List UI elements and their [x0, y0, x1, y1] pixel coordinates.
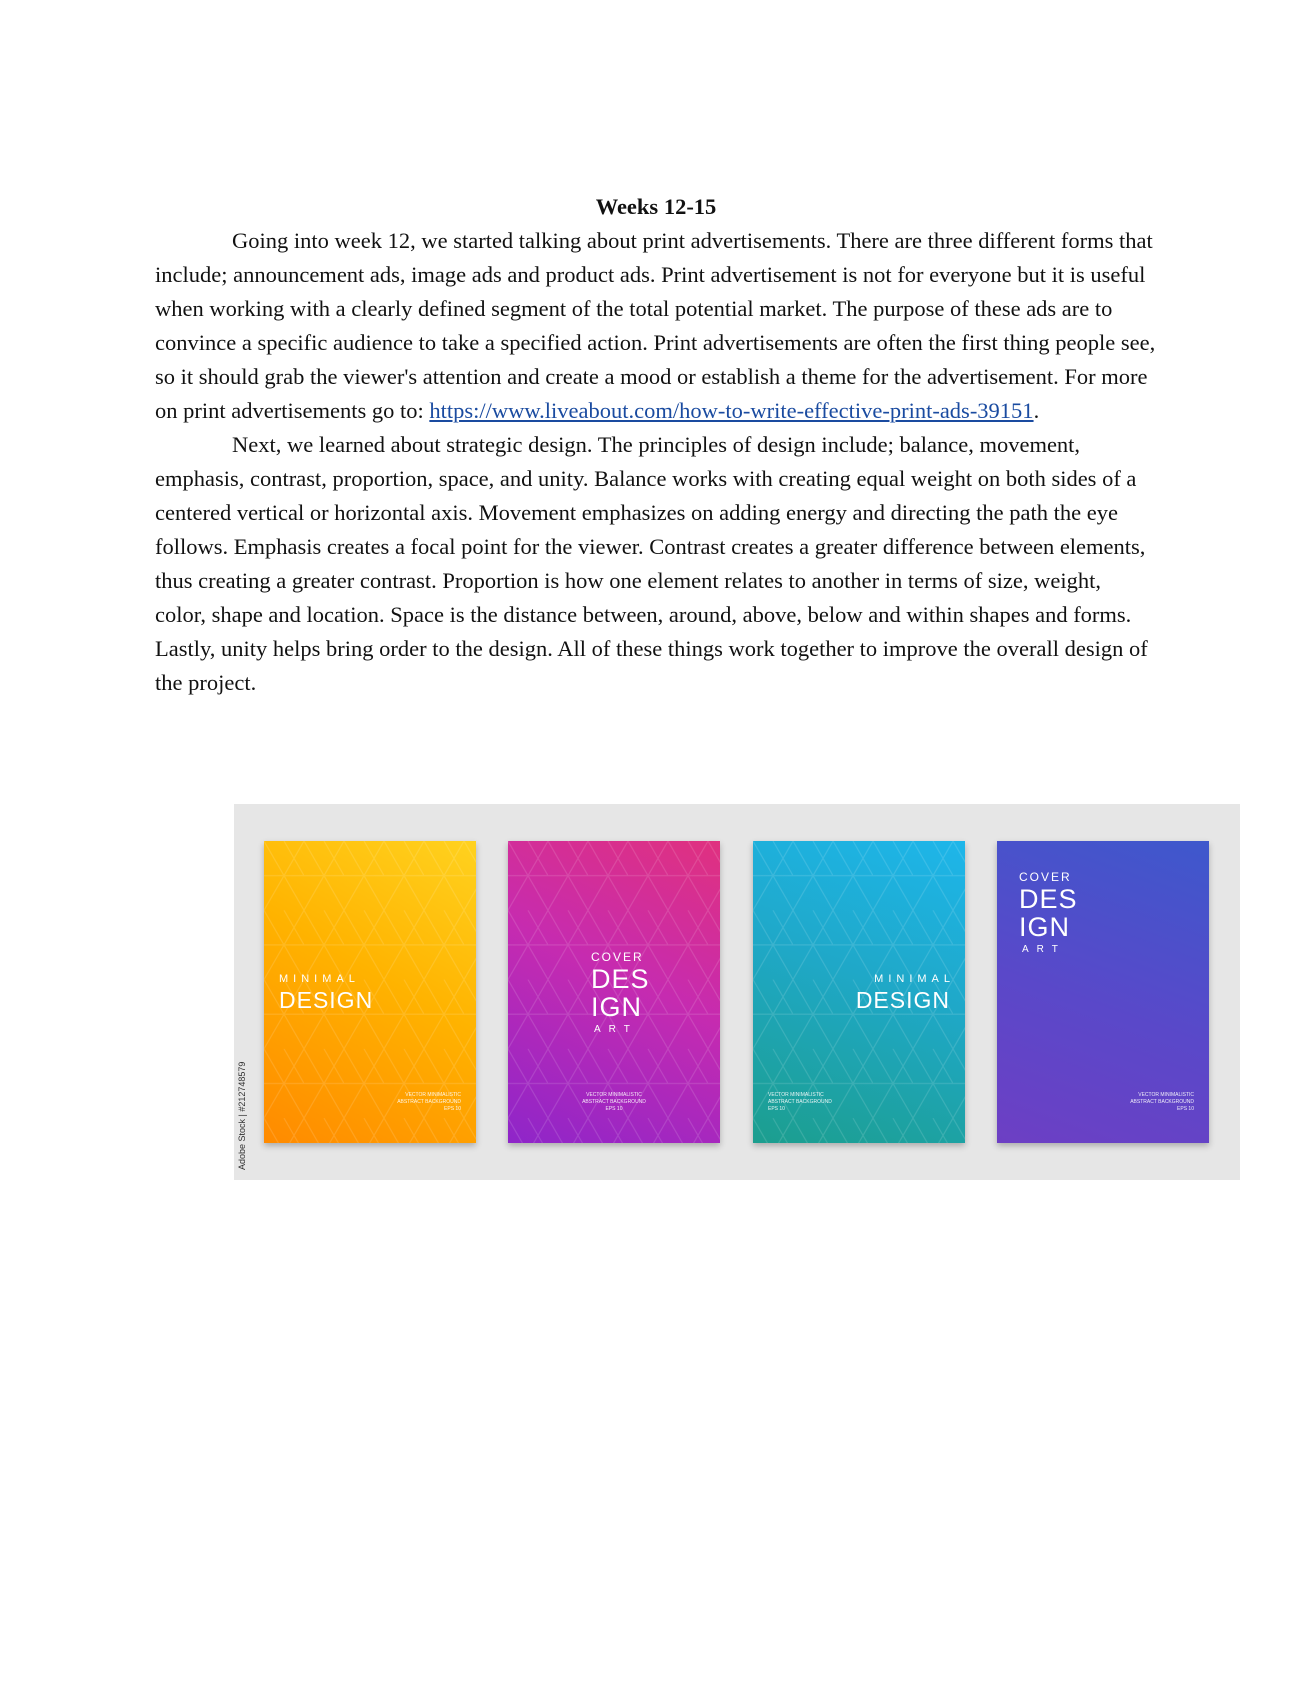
- cover-big-text-line2: IGN: [591, 992, 643, 1022]
- stock-watermark-id: Adobe Stock | #212748579: [237, 1061, 247, 1170]
- paragraph-strategic-design: Next, we learned about strategic design. The principles of design include; balance, movement, emphasis, contrast, proportion, space, and unity. Balance works with creating equal weight on both sides of a centered vertical or horizontal axis. Movement emphasizes on adding energy and directing the path the eye follows. Emphasis creates a focal point for the viewer. Contrast creates a greater difference between elements, thus creating a greater contrast. Proportion is how one element relates to another in terms of size, weight, color, shape and location. Space is the distance between, around, above, below and within shapes and forms. Lastly, unity helps bring order to the design. All of these things work together to improve the overall design of the project.: [155, 432, 1148, 695]
- cover-footer-line: VECTOR MINIMALISTIC: [768, 1092, 824, 1098]
- cover-footer: [397, 1092, 461, 1113]
- cover-small-text: COVER: [591, 950, 644, 964]
- cover-footer-line: EPS 10: [768, 1106, 785, 1112]
- cover-yellow: [264, 841, 476, 1143]
- cover-footer-line: ABSTRACT BACKGROUND: [397, 1099, 461, 1105]
- cover-footer-line: ABSTRACT BACKGROUND: [582, 1099, 646, 1105]
- cover-indigo: [997, 841, 1209, 1143]
- cover-big-text-line1: DES: [1019, 884, 1078, 914]
- cover-small-text: COVER: [1019, 870, 1072, 884]
- liveabout-link[interactable]: https://www.liveabout.com/how-to-write-effective-print-ads-39151: [429, 398, 1034, 423]
- cover-small-text: MINIMAL: [279, 973, 360, 985]
- stock-image-covers: [234, 804, 1240, 1180]
- cover-footer-line: ABSTRACT BACKGROUND: [1130, 1099, 1194, 1105]
- cover-footer-line: VECTOR MINIMALISTIC: [405, 1092, 461, 1098]
- cover-footer-line: EPS 10: [444, 1106, 461, 1112]
- paragraph-print-ads: [155, 224, 1157, 428]
- cover-footer-line: VECTOR MINIMALISTIC: [1138, 1092, 1194, 1098]
- cover-big-text-line2: IGN: [1019, 912, 1071, 942]
- cover-footer-line: EPS 10: [605, 1106, 623, 1112]
- document-title: Weeks 12-15: [595, 194, 717, 219]
- cover-big-text: DESIGN: [855, 987, 950, 1013]
- paragraph-print-ads-text: Going into week 12, we started talking about print advertisements. There are three different forms that include; announcement ads, image ads and product ads. Print advertisement is not for everyone but it is useful when working with a clearly defined segment of the total potential market. The purpose of these ads are to convince a specific audience to take a specified action. Print advertisements are often the first thing people see, so it should grab the viewer's attention and create a mood or establish a theme for the advertisement. For more on print advertisements go to:: [155, 228, 1156, 423]
- document-body: [155, 190, 1157, 700]
- cover-footer-line: EPS 10: [1177, 1106, 1194, 1112]
- cover-footer: [508, 1092, 720, 1113]
- cover-art-text: ART: [594, 1024, 638, 1035]
- cover-footer-line: ABSTRACT BACKGROUND: [768, 1099, 832, 1105]
- cover-big-text: DESIGN: [279, 987, 374, 1013]
- cover-big-text-line1: DES: [591, 964, 650, 994]
- cover-teal: [753, 841, 965, 1143]
- cover-footer: [768, 1092, 832, 1113]
- cover-footer: [1130, 1092, 1194, 1113]
- cover-magenta: [508, 841, 720, 1143]
- cover-small-text: MINIMAL: [874, 973, 955, 985]
- paragraph-print-ads-end: .: [1033, 398, 1040, 423]
- cover-footer-line: VECTOR MINIMALISTIC: [586, 1092, 642, 1098]
- cover-art-text: ART: [1022, 944, 1066, 955]
